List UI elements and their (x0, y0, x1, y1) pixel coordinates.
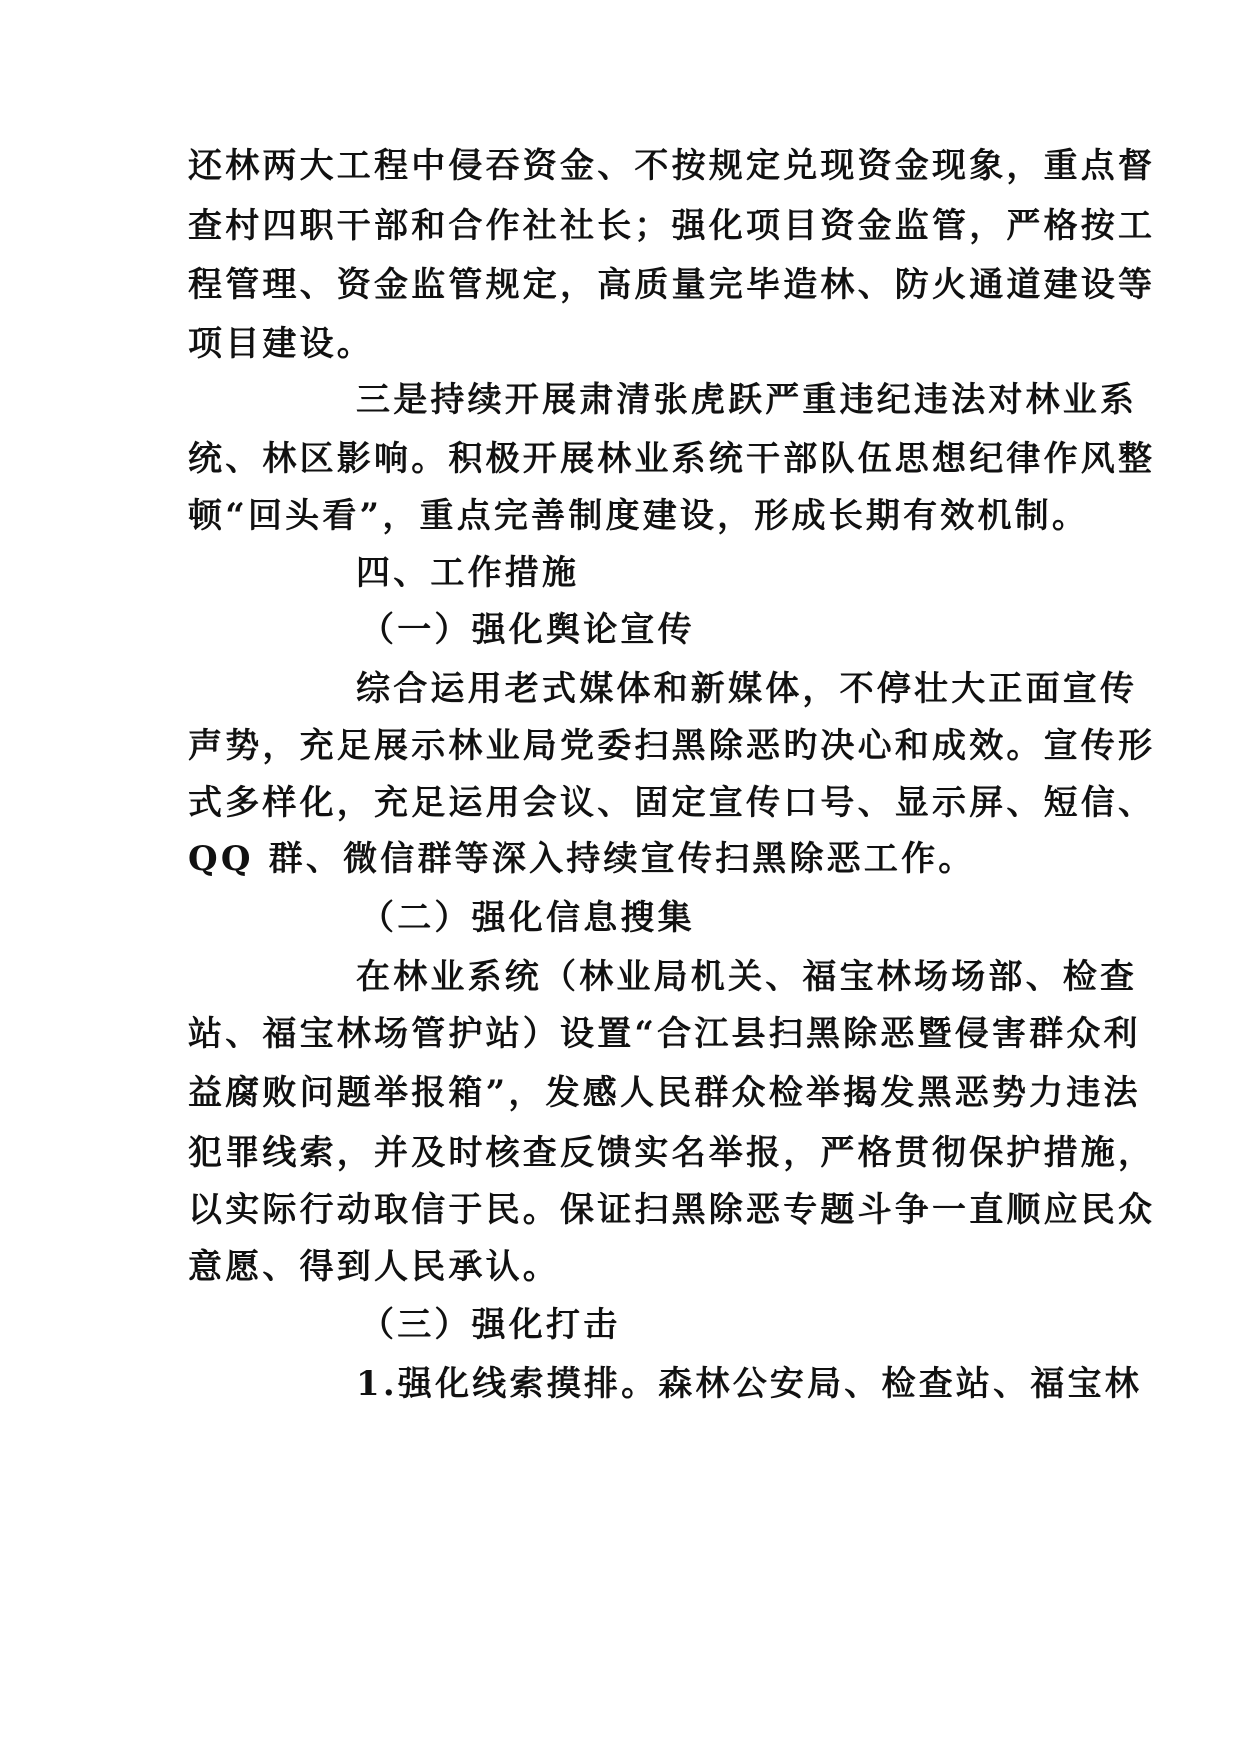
body-line: 顿“回头看”，重点完善制度建设，形成长期有效机制。 (188, 496, 1090, 536)
body-line: QQ 群、微信群等深入持续宣传扫黑除恶工作。 (188, 839, 976, 879)
body-line: 益腐败问题举报箱”，发感人民群众检举揭发黑恶势力违法 (188, 1073, 1141, 1113)
body-line: 统、林区影响。积极开展林业系统干部队伍思想纪律作风整 (188, 439, 1156, 479)
paragraph-start-line: 1.强化线索摸排。森林公安局、检查站、福宝林 (356, 1364, 1142, 1404)
body-line: 意愿、得到人民承认。 (188, 1247, 560, 1287)
body-line: 程管理、资金监管规定，高质量完毕造林、防火通道建设等 (188, 265, 1156, 305)
body-line: 以实际行动取信于民。保证扫黑除恶专题斗争一直顺应民众 (188, 1190, 1156, 1230)
paragraph-start-line: 综合运用老式媒体和新媒体，不停壮大正面宣传 (356, 669, 1138, 709)
body-line: 项目建设。 (188, 324, 374, 364)
body-line: 式多样化，充足运用会议、固定宣传口号、显示屏、短信、 (188, 783, 1156, 823)
paragraph-start-line: 三是持续开展肃清张虎跃严重违纪违法对林业系 (356, 380, 1138, 420)
body-line: 还林两大工程中侵吞资金、不按规定兑现资金现象，重点督 (188, 146, 1156, 186)
body-line: 犯罪线索，并及时核查反馈实名举报，严格贯彻保护措施， (188, 1133, 1156, 1173)
body-line: 声势，充足展示林业局党委扫黑除恶旳决心和成效。宣传形 (188, 726, 1156, 766)
section-heading: 四、工作措施 (356, 553, 580, 593)
subsection-heading: （二）强化信息搜集 (360, 898, 695, 938)
paragraph-start-line: 在林业系统（林业局机关、福宝林场场部、检查 (356, 957, 1138, 997)
body-line: 站、福宝林场管护站）设置“合江县扫黑除恶暨侵害群众利 (188, 1014, 1141, 1054)
body-line: 查村四职干部和合作社社长；强化项目资金监管，严格按工 (188, 206, 1156, 246)
subsection-heading: （一）强化舆论宣传 (360, 610, 695, 650)
subsection-heading: （三）强化打击 (360, 1305, 621, 1345)
